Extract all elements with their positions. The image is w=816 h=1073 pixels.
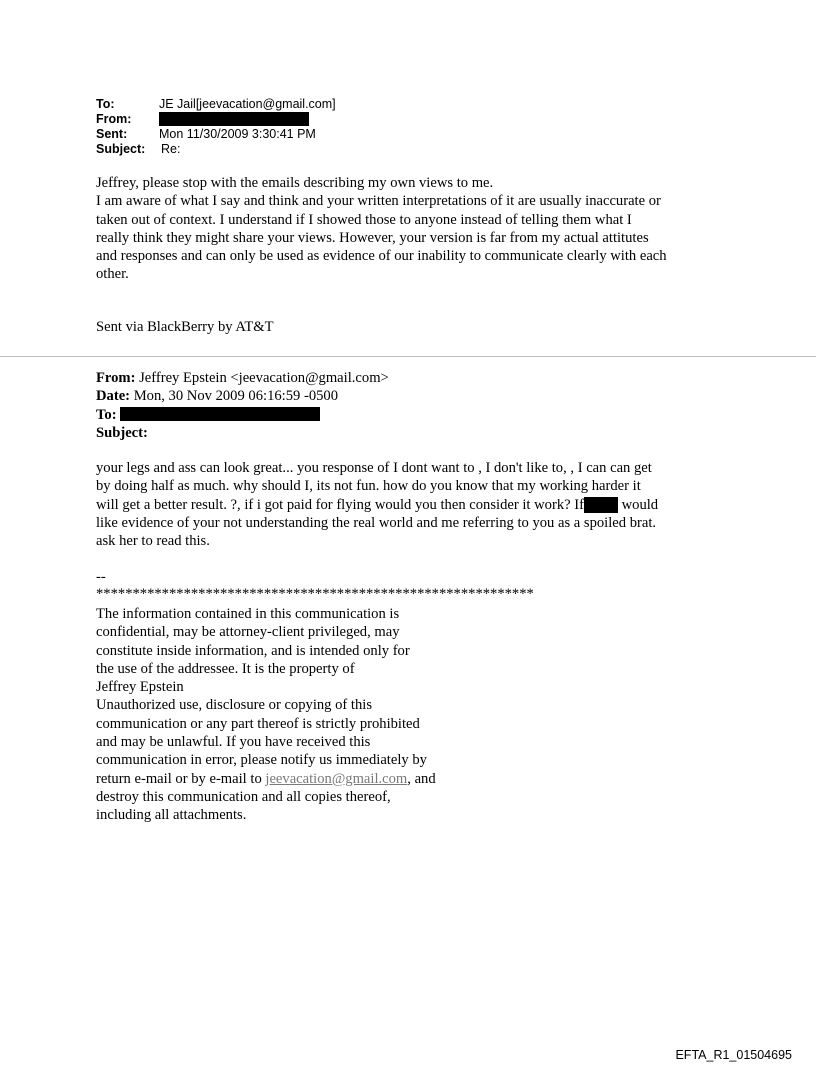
confidentiality-disclaimer — [96, 605, 486, 825]
disclaimer-line: Jeffrey Epstein — [96, 679, 184, 696]
quoted-date-label: Date: — [96, 388, 131, 405]
sent-label: Sent: — [96, 127, 128, 141]
quoted-subject-label: Subject: — [96, 424, 148, 441]
from-label: From: — [96, 112, 132, 126]
disclaimer-line: including all attachments. — [96, 807, 247, 824]
from-value — [159, 112, 309, 128]
disclaimer-line: the use of the addressee. It is the property of — [96, 660, 355, 677]
document-id: EFTA_R1_01504695 — [675, 1048, 792, 1062]
quoted-from-row — [96, 369, 736, 387]
redaction-box — [159, 112, 309, 126]
disclaimer-line: confidential, may be attorney-client privileged, may — [96, 624, 400, 641]
quoted-line: by doing half as much. why should I, its not fun. how do you know that my working harder it — [96, 478, 641, 495]
signature-separator: -- — [96, 569, 106, 585]
sent-value: Mon 11/30/2009 3:30:41 PM — [159, 127, 316, 141]
email-link[interactable]: jeevacation@gmail.com — [265, 770, 408, 787]
quoted-from-label: From: — [96, 370, 136, 386]
subject-value: Re: — [161, 142, 181, 156]
body-line: Jeffrey, please stop with the emails describing my own views to me. — [96, 175, 494, 191]
quoted-to-row — [96, 406, 736, 424]
redaction-box — [584, 497, 618, 513]
disclaimer-line: constitute inside information, and is intended only for — [96, 642, 410, 659]
quoted-to-label: To: — [96, 406, 117, 423]
email-body — [96, 174, 736, 284]
body-line: really think they might share your views. However, your version is far from my actual attitutes — [96, 229, 649, 246]
signature: Sent via BlackBerry by AT&T — [96, 319, 274, 335]
disclaimer-line: destroy this communication and all copies thereof, — [96, 788, 391, 805]
disclaimer-line: and may be unlawful. If you have received this — [96, 734, 371, 751]
quoted-from-value: Jeffrey Epstein <jeevacation@gmail.com> — [135, 370, 389, 386]
quoted-subject-row — [96, 424, 736, 442]
quoted-line: your legs and ass can look great... you response of I dont want to , I don't like to, , I can can get — [96, 460, 652, 476]
disclaimer-line: communication or any part thereof is strictly prohibited — [96, 715, 420, 732]
body-line: other. — [96, 266, 129, 283]
disclaimer-line: The information contained in this communication is — [96, 606, 400, 622]
quoted-date-value: Mon, 30 Nov 2009 06:16:59 -0500 — [130, 388, 339, 405]
subject-label: Subject: — [96, 142, 146, 156]
quoted-line-part: would — [617, 496, 659, 513]
disclaimer-text: return e-mail or by e-mail to — [96, 770, 266, 787]
divider — [0, 356, 816, 357]
quoted-body — [96, 459, 736, 550]
quoted-line: like evidence of your not understanding the real world and me referring to you as a spoiled brat. — [96, 514, 657, 531]
quoted-header — [96, 369, 736, 442]
disclaimer-text: , and — [407, 770, 436, 787]
to-value: JE Jail[jeevacation@gmail.com] — [159, 97, 336, 111]
body-line: taken out of context. I understand if I showed those to anyone instead of telling them what I — [96, 211, 632, 228]
disclaimer-line: communication in error, please notify us immediately by — [96, 752, 427, 769]
quoted-line — [96, 496, 736, 514]
redaction-box — [120, 407, 320, 421]
disclaimer-line: Unauthorized use, disclosure or copying of this — [96, 697, 373, 714]
body-line: I am aware of what I say and think and your written interpretations of it are usually inaccurate or — [96, 193, 661, 210]
quoted-line: ask her to read this. — [96, 533, 210, 550]
to-label: To: — [96, 97, 115, 111]
disclaimer-line — [96, 770, 486, 788]
body-line: and responses and can only be used as evidence of our inability to communicate clearly with each — [96, 248, 667, 265]
quoted-line-part: will get a better result. ?, if i got paid for flying would you then consider it work? If — [96, 496, 584, 513]
quoted-date-row — [96, 387, 736, 405]
asterisk-rule: ************************************************************ — [96, 586, 534, 602]
